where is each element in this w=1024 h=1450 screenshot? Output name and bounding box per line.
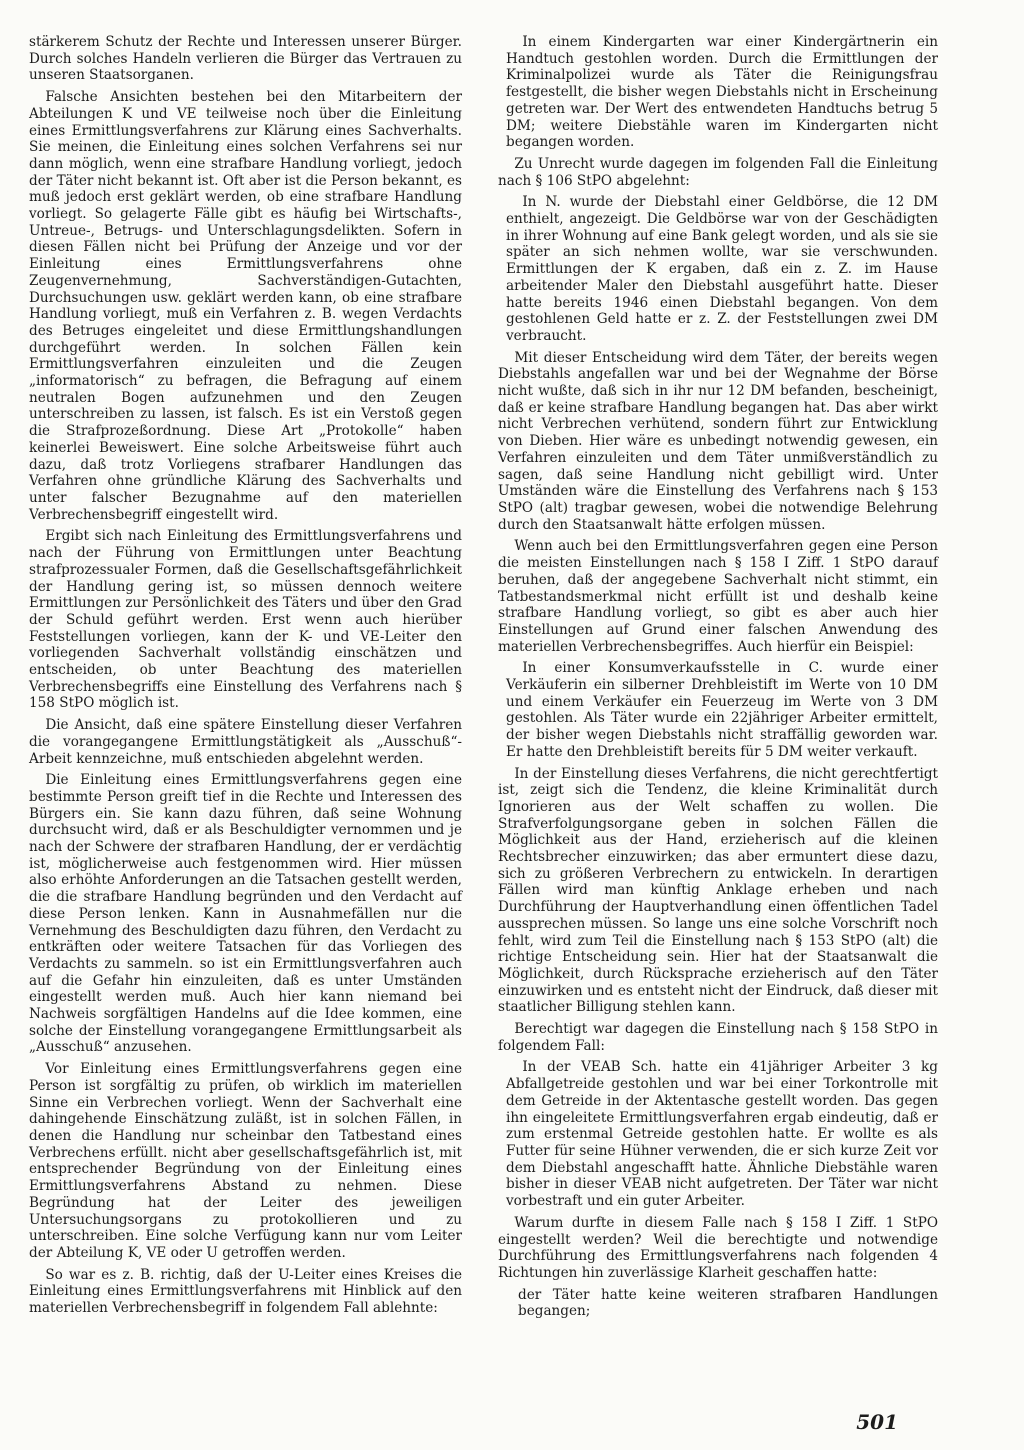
paragraph: stärkerem Schutz der Rechte und Interessen unserer Bürger. Durch solches Handeln verlieren die Bürger das Vertrauen zu unseren Staatsorganen. [29,34,462,84]
paragraph: Zu Unrecht wurde dagegen im folgenden Fall die Einleitung nach § 106 StPO abgelehnt: [498,155,938,189]
paragraph: Mit dieser Entscheidung wird dem Täter, der bereits wegen Diebstahls angefallen war und bei der Wegnahme der Börse nicht wußte, daß sich in ihr nur 12 DM befanden, bescheinigt, daß er keine strafbare Handlung begangen hat. Das aber wirkt nicht Verbrechen verhütend, sondern führt zur Entwicklung von Dieben. Hier wäre es unbedingt notwendig gewesen, ein Verfahren einzuleiten und dem Täter unmißverständlich zu sagen, daß seine Handlung nicht gebilligt wird. Unter Umständen wäre die Einstellung des Verfahrens nach § 153 StPO (alt) tragbar gewesen, wobei die notwendige Belehrung durch den Staatsanwalt hätte erfolgen müssen. [498,349,938,533]
paragraph: Vor Einleitung eines Ermittlungsverfahrens gegen eine Person ist sorgfältig zu prüfen, ob wirklich im materiellen Sinne ein Verbrechen vorliegt. Wenn der Sachverhalt eine dahingehende Einschätzung zuläßt, ist in solchen Fällen, in denen die Handlung nur scheinbar den Tatbestand eines Verbrechens erfüllt. nicht aber gesellschaftsgefährlich ist, mit entsprechender Begründung von der Einleitung eines Ermittlungsverfahrens Abstand zu nehmen. Diese Begründung hat der Leiter des jeweiligen Untersuchungsorgans zu protokollieren und zu unterschreiben. Eine solche Verfügung kann nur vom Leiter der Abteilung K, VE oder U getroffen werden. [29,1061,462,1261]
left-column [29,34,462,1322]
paragraph: Ergibt sich nach Einleitung des Ermittlungsverfahrens und nach der Führung von Ermittlungen unter Beachtung strafprozessualer Formen, daß die Gesellschaftsgefährlichkeit der Handlung gering ist, so müssen dennoch weitere Ermittlungen zur Persönlichkeit des Täters und über den Grad der Schuld geführt werden. Erst wenn auch hierüber Feststellungen vorliegen, kann der K- und VE-Leiter den vorliegenden Sachverhalt vollständig einschätzen und entscheiden, ob unter Beachtung des materiellen Verbrechensbegriffs eine Einstellung des Verfahrens nach § 158 StPO möglich ist. [29,528,462,712]
paragraph: Berechtigt war dagegen die Einstellung nach § 158 StPO in folgendem Fall: [498,1021,938,1054]
paragraph: Die Ansicht, daß eine spätere Einstellung dieser Verfahren die vorangegangene Ermittlungstätigkeit als „Ausschuß“-Arbeit kennzeichne, muß entschieden abgelehnt werden. [29,717,462,767]
paragraph: Warum durfte in diesem Falle nach § 158 I Ziff. 1 StPO eingestellt werden? Weil die berechtigte und notwendige Durchführung des Ermittlungsverfahrens nach folgenden 4 Richtungen hin zuverlässige Klarheit geschaffen hatte: [498,1214,938,1281]
list-item: der Täter hatte keine weiteren strafbaren Handlungen begangen; [518,1286,938,1320]
page-number: 501 [856,1410,898,1434]
right-column [498,34,938,1325]
paragraph: In der Einstellung dieses Verfahrens, die nicht gerechtfertigt ist, zeigt sich die Tendenz, die kleine Kriminalität durch Ignorieren aus der Welt schaffen zu wollen. Die Strafverfolgungsorgane geben in solchen Fällen die Möglichkeit aus der Hand, erzieherisch auf die kleinen Rechtsbrecher einzuwirken; das aber ermuntert diese dazu, sich zu größeren Verbrechern zu entwickeln. In derartigen Fällen wird man künftig Anklage erheben und nach Durchführung der Hauptverhandlung einen öffentlichen Tadel aussprechen müssen. So lange uns eine solche Vorschrift noch fehlt, wird zum Teil die Einstellung nach § 153 StPO (alt) die richtige Entscheidung sein. Hier hat der Staatsanwalt die Möglichkeit, durch Rücksprache erzieherisch auf den Täter einzuwirken und es entsteht nicht der Eindruck, daß dieser mit staatlicher Billigung stehlen kann. [498,765,938,1016]
example-paragraph: In N. wurde der Diebstahl einer Geldbörse, die 12 DM enthielt, angezeigt. Die Geldbörse war von der Geschädigten in ihrer Wohnung auf eine Bank gelegt worden, und als sie sie später an sich nehmen wollte, war sie verschwunden. Ermittlungen der K ergaben, daß ein z. Z. im Hause arbeitender Maler den Diebstahl ausgeführt hatte. Dieser hatte bereits 1946 einen Diebstahl begangen. Von dem gestohlenen Geld hatte er z. Z. der Feststellungen zwei DM verbraucht. [506,194,938,344]
paragraph: Die Einleitung eines Ermittlungsverfahrens gegen eine bestimmte Person greift tief in die Rechte und Interessen des Bürgers ein. Sie kann dazu führen, daß seine Wohnung durchsucht wird, daß er als Beschuldigter vernommen und je nach der Schwere der strafbaren Handlung, der er verdächtig ist, möglicherweise auch festgenommen wird. Hier müssen also erhöhte Anforderungen an die Tatsachen gestellt werden, die die strafbare Handlung begründen und den Verdacht auf diese Person lenken. Kann in Ausnahmefällen nur die Vernehmung des Beschuldigten dazu führen, den Verdacht zu entkräften oder weitere Tatsachen für das Vorliegen des Verdachts zu sammeln. so ist ein Ermittlungsverfahren auch auf die Gefahr hin einzuleiten, daß es unter Umständen eingestellt werden muß. Auch hier kann niemand bei Nachweis sorgfältigen Handelns auf die Idee kommen, eine solche der Einstellung vorangegangene Ermittlungsarbeit als „Ausschuß“ anzusehen. [29,772,462,1056]
paragraph: Falsche Ansichten bestehen bei den Mitarbeitern der Abteilungen K und VE teilweise noch über die Einleitung eines Ermittlungsverfahrens zur Klärung eines Sachverhalts. Sie meinen, die Einleitung eines solchen Verfahrens sei nur dann möglich, wenn eine strafbare Handlung vorliegt, jedoch der Täter nicht bekannt ist. Oft aber ist die Person bekannt, es muß jedoch erst geklärt werden, ob eine strafbare Handlung vorliegt. So gelagerte Fälle gibt es häufig bei Wirtschafts-, Untreue-, Betrugs- und Unterschlagungsdelikten. Sofern in diesen Fällen nicht bei Prüfung der Anzeige und vor der Einleitung eines Ermittlungsverfahrens ohne Zeugenvernehmung, Sachverständigen-Gutachten, Durchsuchungen usw. geklärt werden kann, ob eine strafbare Handlung vorliegt, muß ein Verfahren z. B. wegen Verdachts des Betruges eingeleitet und diese Ermittlungshandlungen durchgeführt werden. In solchen Fällen kein Ermittlungsverfahren einzuleiten und die Zeugen „informatorisch“ zu befragen, die Befragung auf einem neutralen Bogen aufzunehmen und den Zeugen unterschreiben zu lassen, ist falsch. Es ist ein Verstoß gegen die Strafprozeßordnung. Diese Art „Protokolle“ haben keinerlei Beweiswert. Eine solche Arbeitsweise führt auch dazu, daß trotz Vorliegens strafbarer Handlungen das Verfahren ohne gründliche Klärung des Sachverhalts und unter falscher Bezugnahme auf den materiellen Verbrechensbegriff eingestellt wird. [29,89,462,523]
paragraph: Wenn auch bei den Ermittlungsverfahren gegen eine Person die meisten Einstellungen nach § 158 I Ziff. 1 StPO darauf beruhen, daß der angegebene Sachverhalt nicht stimmt, ein Tatbestandsmerkmal nicht erfüllt ist und deshalb keine strafbare Handlung vorliegt, so gibt es aber auch hier Einstellungen auf Grund einer falschen Anwendung des materiellen Verbrechensbegriffes. Auch hierfür ein Beispiel: [498,538,938,655]
example-paragraph: In einem Kindergarten war einer Kindergärtnerin ein Handtuch gestohlen worden. Durch die Ermittlungen der Kriminalpolizei wurde als Täter die Reinigungsfrau festgestellt, die bisher wegen Diebstahls nicht in Erscheinung getreten war. Der Wert des entwendeten Handtuchs betrug 5 DM; weitere Diebstähle waren im Kindergarten nicht begangen worden. [506,34,938,151]
example-paragraph: In der VEAB Sch. hatte ein 41jähriger Arbeiter 3 kg Abfallgetreide gestohlen und war bei einer Torkontrolle mit dem Getreide in der Aktentasche gestellt worden. Das gegen ihn eingeleitete Ermittlungsverfahren ergab eindeutig, daß er zum erstenmal Getreide gestohlen hatte. Er wollte es als Futter für seine Hühner verwenden, die er sich kurze Zeit vor dem Diebstahl angeschafft hatte. Ähnliche Diebstähle waren bisher in dieser VEAB nicht aufgetreten. Der Täter war nicht vorbestraft und ein guter Arbeiter. [506,1059,938,1210]
example-paragraph: In einer Konsumverkaufsstelle in C. wurde einer Verkäuferin ein silberner Drehbleistift im Werte von 10 DM und einem Verkäufer ein Feuerzeug im Werte von 3 DM gestohlen. Als Täter wurde ein 22jähriger Arbeiter ermittelt, der bisher wegen Diebstahls nicht straffällig geworden war. Er hatte den Drehbleistift bereits für 5 DM weiter verkauft. [506,660,938,760]
paragraph: So war es z. B. richtig, daß der U-Leiter eines Kreises die Einleitung eines Ermittlungsverfahrens mit Hinblick auf den materiellen Verbrechensbegriff in folgendem Fall ablehnte: [29,1266,462,1317]
